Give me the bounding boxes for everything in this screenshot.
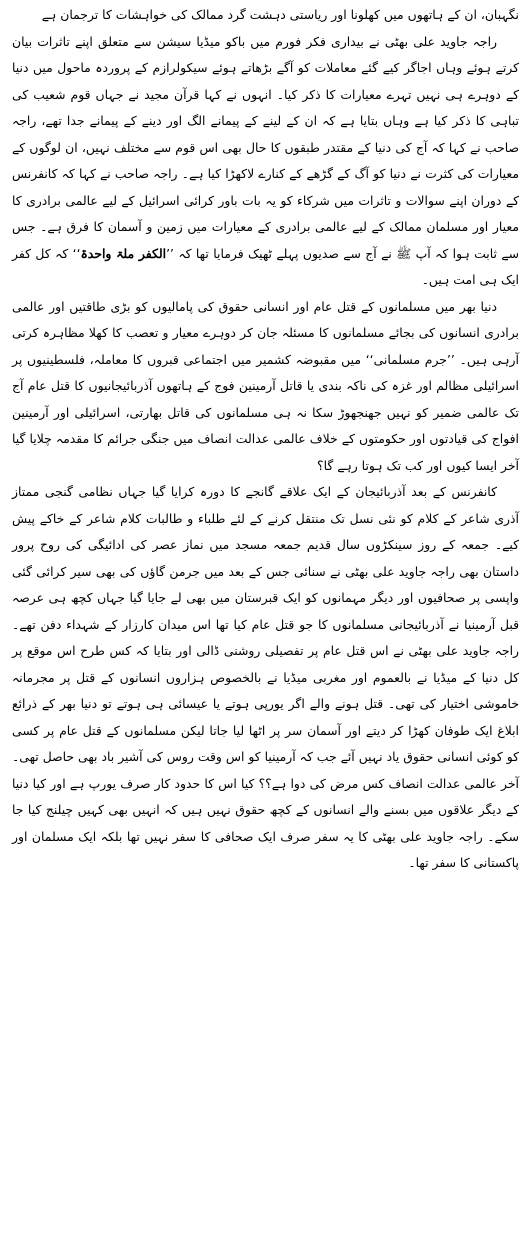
paragraph-text: الکفر ملۃ واحدۃ [80, 245, 167, 261]
paragraph-text: راجہ جاوید علی بھٹی نے بیداری فکر فورم میں باکو میڈیا سیشن سے متعلق اپنے تاثرات بیان کرتے ہوئے وہاں اجاگر کیے گئے معاملات کو آگے بڑھاتے ہوئے سیکولرازم کے پروردہ ماحول میں دنیا کے دوہرے ہی نہیں تہرے معیارات کا ذکر کیا۔ انہوں نے کہا قرآن مجید نے جہاں قوم شعیب کی تباہی کا ذکر کیا ہے وہاں بتایا ہے کہ ان کے لینے کے پیمانے الگ اور دینے کے پیمانے جدا تھے، راجہ صاحب نے کہا کہ آج کی دنیا کے مقتدر طبقوں کا حال بھی اس قوم سے مختلف نہیں، ان لوگوں کے معیارات کی کثرت نے دنیا کو آگ کے گڑھے کے کنارے لاکھڑا کیا ہے۔ راجہ صاحب نے کہا کہ کانفرنس کے دوران اپنے سوالات و تاثرات میں شرکاء کو یہ بات باور کرائی اسرائیل کے لیے عالمی برادری کا معیار اور مسلمان ممالک کے لیے عالمی برادری کے معیارات میں زمین و آسمان کا فرق ہے۔ جس سے ثابت ہوا کہ آپ ﷺ نے آج سے صدیوں پہلے ٹھیک فرمایا تھا کہ ’’ [12, 33, 520, 261]
article-paragraph [12, 29, 519, 294]
paragraph-text: کانفرنس کے بعد آذربائیجان کے ایک علاقے گانجے کا دورہ کرایا گیا جہاں نظامی گنجی ممتاز آذری شاعر کے کلام کو نئی نسل تک منتقل کرنے کے لئے طلباء و طالبات کلام شاعر کے خاکے پیش کیے۔ جمعہ کے روز سینکڑوں سال قدیم جمعہ مسجد میں نماز عصر کی ادائیگی کی روح پرور داستان بھی راجہ جاوید علی بھٹی نے سنائی جس کے بعد میں جرمن گاؤں کی بھی سیر کرائی گئی واپسی پر صحافیوں اور دیگر مہمانوں کو ایک قبرستان میں بھی لے جایا گیا جہاں کچھ ہی عرصہ قبل آرمینیا نے آذربائیجانی مسلمانوں کا جو قتل عام کیا تھا اس میدان کارزار کے شہداء دفن تھے۔ راجہ جاوید علی بھٹی نے اس قتل عام پر تفصیلی روشنی ڈالی اور بتایا کہ کس طرح اس موقع پر کل دنیا کے میڈیا نے بالعموم اور مغربی میڈیا نے بالخصوص ہزاروں انسانوں کے قتل پر مجرمانہ خاموشی اختیار کی تھی۔ قتل ہونے والے اگر یورپی ہوتے یا عیسائی ہی ہوتے تو دنیا بھر کے ذرائع ابلاغ ایک طوفان کھڑا کر دیتے اور آسمان سر پر اٹھا لیا جاتا لیکن مسلمانوں کے قتل عام پر کسی کو کوئی انسانی حقوق یاد نہیں آئے جب کہ آرمینیا کو اس وقت روس کی آشیر باد بھی حاصل تھی۔ آخر عالمی عدالت انصاف کس مرض کی دوا ہے؟؟ کیا اس کا حدود کار صرف یورپ ہے اور کیا دنیا کے دیگر علاقوں میں بسنے والے انسانوں کے کچھ حقوق نہیں ہیں کہ انہیں بھی کہیں چیلنج کیا جا سکے۔ راجہ جاوید علی بھٹی کا یہ سفر صرف ایک صحافی کا سفر نہیں تھا بلکہ ایک مسلمان اور پاکستانی کا سفر تھا۔ [12, 484, 519, 870]
article-paragraph [12, 479, 519, 877]
paragraph-text: نگہبان، ان کے ہاتھوں میں کھلونا اور ریاستی دہشت گرد ممالک کی خواہشات کا ترجمان ہے [41, 7, 519, 22]
paragraph-text: دنیا بھر میں مسلمانوں کے قتل عام اور انسانی حقوق کی پامالیوں کو بڑی طاقتیں اور عالمی برادری انسانوں کی بجائے مسلمانوں کا مسئلہ جان کر دوہرے معیار و تعصب کا کھلا مظاہرہ کرتی آرہی ہیں۔ ’’جرم مسلمانی‘‘ میں مقبوضہ کشمیر میں اجتماعی قبروں کا معاملہ، فلسطینیوں پر اسرائیلی مظالم اور غزہ کی ناکہ بندی یا قاتل آرمینین فوج کے ہاتھوں آذربائیجانیوں کا قتل عام آج تک عالمی ضمیر کو نہیں جھنجھوڑ سکا نہ ہی مسلمانوں کی قاتل بھارتی، اسرائیلی اور آرمینین افواج کی قیادتوں اور حکومتوں کے خلاف عالمی عدالت انصاف میں جنگی جرائم کا مقدمہ چلایا گیا آخر ایسا کیوں اور کب تک ہوتا رہے گا؟ [12, 298, 519, 473]
article-paragraph [12, 294, 519, 480]
article-paragraph [12, 2, 519, 29]
paragraph-text: ‘‘ کہ کل کفر ایک ہی امت ہیں۔ [12, 245, 519, 287]
